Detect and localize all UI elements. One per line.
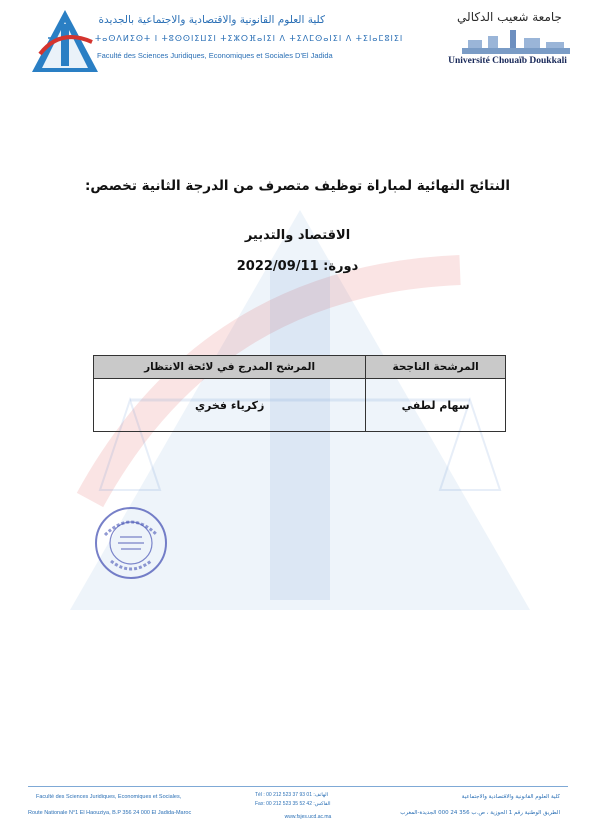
footer-tel: Tél : 00 212 523 37 93 01 :الهاتف <box>255 792 329 798</box>
footer-address-ar-1: كلية العلوم القانونية والاقتصادية والاجتماعية <box>461 794 560 800</box>
footer-website[interactable]: www.fsjes.ucd.ac.ma <box>284 814 332 820</box>
university-name-french: Université Chouaïb Doukkali <box>448 56 567 66</box>
results-table <box>93 355 506 432</box>
footer-address-fr-2: Route Nationale N°1 El Haouziya, B.P 356 24 000 El Jadida-Maroc <box>28 810 192 816</box>
cell-waiting-list-candidate: زكرياء فخري <box>94 379 366 432</box>
document-specialty: الاقتصاد والتدبير <box>244 228 351 243</box>
table-row <box>94 379 506 432</box>
document-title: النتائج النهائية لمباراة توظيف متصرف من الدرجة الثانية تخصص: <box>85 178 510 194</box>
header-waiting-list-candidate: المرشح المدرج في لائحة الانتظار <box>94 356 366 379</box>
faculty-name-arabic: كلية العلوم القانونية والاقتصادية والاجتماعية بالجديدة <box>98 14 325 26</box>
footer-address-ar-2: الطريق الوطنية رقم 1 الحوزية ، ص.ب 356 24 000 الجديدة-المغرب <box>400 810 560 816</box>
document-session: دورة: 2022/09/11 <box>236 259 359 274</box>
cell-successful-candidate: سهام لطفي <box>366 379 506 432</box>
footer-fax: Fax: 00 212 523 35 52 42 :الفاكس <box>255 801 331 807</box>
faculty-name-tifinagh: ⵜⴰⵙⴷⵍⵉⵙⵜ ⵏ ⵜⵓⵙⵙⵏⵉⵡⵉⵏ ⵜⵉⵣⵔⴼⴰⵏⵉⵏ ⴷ ⵜⵉⴷⵎⵙⴰⵏⵉⵏ ⴷ ⵜⵉⵏⴰⵎⵓⵏⵉⵏ <box>95 34 404 43</box>
footer-divider <box>28 786 568 787</box>
header-successful-candidate: المرشحة الناجحة <box>366 356 506 379</box>
faculty-name-french: Faculté des Sciences Juridiques, Economiques et Sociales D'El Jadida <box>97 51 333 60</box>
university-skyline-icon <box>462 28 570 54</box>
faculty-logo <box>30 8 100 74</box>
table-header-row <box>94 356 506 379</box>
footer-address-fr-1: Faculté des Sciences Juridiques, Economiques et Sociales, <box>36 794 182 800</box>
official-stamp-icon <box>93 505 169 581</box>
university-name-arabic: جامعة شعيب الدكالي <box>457 10 562 24</box>
